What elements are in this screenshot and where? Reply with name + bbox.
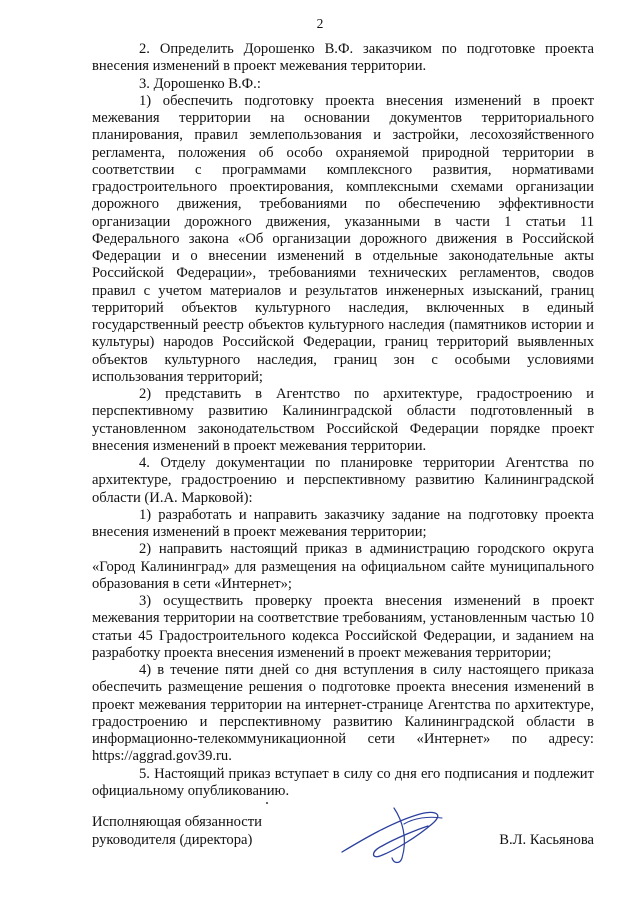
- document-body: [92, 41, 594, 800]
- paragraph-5-effective: 5. Настоящий приказ вступает в силу со дня его подписания и подлежит официальному опубликованию.: [92, 765, 594, 799]
- paragraph-4-item-4: 4) в течение пяти дней со дня вступления в силу настоящего приказа обеспечить размещение решения о подготовке проекта внесения изменений в проект межевания территории на интернет-странице Агентства по архитектуре, градостроению и перспективному развитию Калининградской области в информационно-телекоммуникационной сети «Интернет» по адресу: https://aggrad.gov39.ru.: [92, 662, 594, 765]
- paragraph-4-item-1: 1) разработать и направить заказчику задание на подготовку проекта внесения изменений в проект межевания территории;: [92, 506, 594, 540]
- signature-block: [92, 814, 594, 874]
- paragraph-4-heading: 4. Отделу документации по планировке территории Агентства по архитектуре, градостроению и перспективному развитию Калининградской области (И.А. Марковой):: [92, 455, 594, 506]
- stray-dot: [266, 802, 268, 804]
- signatory-position: [92, 814, 262, 849]
- signatory-name: В.Л. Касьянова: [499, 831, 594, 848]
- paragraph-4-item-2: 2) направить настоящий приказ в администрацию городского округа «Город Калининград» для размещения на официальном сайте муниципального образования в сети «Интернет»;: [92, 541, 594, 592]
- signatory-position-line-2: руководителя (директора): [92, 831, 253, 848]
- paragraph-4-item-3: 3) осуществить проверку проекта внесения изменений в проект межевания территории на соответствие требованиям, установленным частью 10 статьи 45 Градостроительного кодекса Российской Федерации, и заданием на разработку проекта внесения изменений в проект межевания территории;: [92, 593, 594, 661]
- paragraph-3-item-2: 2) представить в Агентство по архитектуре, градостроению и перспективному развитию Калининградской области подготовленный в установленном законодательством Российской Федерации порядке проект внесения изменений в проект межевания территории.: [92, 386, 594, 454]
- paragraph-2-customer: 2. Определить Дорошенко В.Ф. заказчиком по подготовке проекта внесения изменений в проект межевания территории.: [92, 41, 594, 75]
- paragraph-3-heading: 3. Дорошенко В.Ф.:: [139, 75, 261, 92]
- paragraph-3-item-1: 1) обеспечить подготовку проекта внесения изменений в проект межевания территории на основании документов территориального планирования, правил землепользования и застройки, лесохозяйственного регламента, положения об особо охраняемой природной территории в соответствии с программами комплексного развития, нормативами градостроительного проектирования, комплексными схемами организации дорожного движения, требованиями по обеспечению эффективности организации дорожного движения, указанными в части 1 статьи 11 Федерального закона «Об организации дорожного движения в Российской Федерации и о внесении изменений в отдельные законодательные акты Российской Федерации», требованиями технических регламентов, сводов правил с учетом материалов и результатов инженерных изысканий, границ территорий объектов культурного наследия, включенных в единый государственный реестр объектов культурного наследия (памятников истории и культуры) народов Российской Федерации, границ территорий выявленных объектов культурного наследия, границ зон с особыми условиями использования территорий;: [92, 92, 594, 385]
- signatory-position-line-1: Исполняющая обязанности: [92, 814, 262, 830]
- handwritten-signature: [332, 800, 452, 870]
- page-number: 2: [316, 16, 324, 31]
